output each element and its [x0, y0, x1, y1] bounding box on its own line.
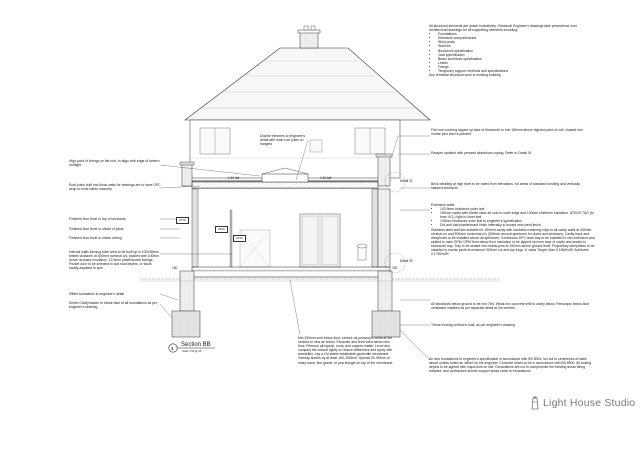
ffl-ceiling-note: Finished floor level to u/side ceiling: [69, 236, 122, 240]
extension-walls-list: [431, 207, 596, 227]
list-item: • Steelwork and padstones: [438, 36, 594, 40]
existing-house-roof: [185, 26, 430, 120]
structural-note: All structural elements are drawn indicatively. Structural Engineer's drawings take precedence over architectural drawings for all supporting elements including: • Foundations • Steelwork and padstones • Wind posts • Wall ties • Blockwork specification • Joist specification • Beam and block specification • Lintels • Fixings • Temporary support methods and specifications Any remedial structural work to existing building: [429, 24, 594, 77]
detail-02-label: Detail 02: [400, 179, 413, 183]
fall-right-dimension: 1:40 fall: [320, 176, 332, 180]
existing-house-walls: [190, 120, 400, 178]
structural-items-list: [429, 32, 594, 73]
level-2779-tag: 2779: [176, 217, 189, 224]
list-item: • 100mm blockwork inner leaf to engineer's specification: [440, 219, 596, 223]
section-title: Section BB: [181, 342, 211, 348]
ffl-left-dimension: 150: [172, 266, 178, 270]
level-2310-tag: 2310: [233, 235, 246, 242]
brick-detail-note: Brick detailing at high level to be noted from elevations, for areas of standard bonding and vertically stacked brickwork: [431, 182, 580, 191]
void-below-floor-note: Min 250mm void below floor, vented via periscopic vents at 3m centres to new air bricks. Excavate and level area below new floor. Remove all topsoil, roots, and organic matter. Level and compact the subsoil tightly to reduce settlement and spray with weedkiller. Lay a UV-stable breathable geotextile membrane. Overlap sheets by at least 150–300mm. Spread 25–50mm of sharp sand, fine gravel, or pea shingle on top of the membrane.: [298, 336, 394, 365]
extension-walls-note: Extension walls • 102.5mm brickwork outer leaf • 150mm cavity with 90mm clear air void to outer edge and 100mm Unitherm insulation. ATEOK T&G (to form VCL) light to inner leaf • 100mm blockwork inner leaf to engineer's specification • Dot and dab plasterboard finish internally to accept new paint finish Stainless steel wall ties suitable for 150mm cavity with insulation retaining clips to all cavity walls at 450mm vertical c/s and 900mm horizontal c/s (300mm around apertures for doors and windows). Cavity trays and weepholes to be installed above all apertures. Continuous DPC level tray to be installed to min extension and sealed to main DPM. DPM from below floor insulation to be lapped up inner face of cavity and sealed to blockwork tray. Tray to be sealed into mortar joint at 150mm above ground level. Proprietary weepholes to be installed in mortar joints at minimum 900mm c/s and lap trays. U value Target: Max 0.18W/m2K Achieved: 0.17W/m2K: [431, 203, 596, 256]
list-item: • Wind posts: [438, 40, 594, 44]
roof-joists-note: Roof joists built into block walls for bearings are to have DPC wrap to ends within masonry: [69, 183, 161, 192]
list-item: • Foundations: [438, 32, 594, 36]
offset-foundation-note: Offset foundation to engineer's detail: [69, 292, 125, 296]
firrings-note: High point of firrings on flat roof, to align with edge of lantern rooflight: [69, 159, 160, 168]
cavity-closer-note: 50mm Cavitymaster to inside face of all foundations as per engineer's drawing: [69, 301, 158, 310]
section-scale: Scale 1:50 @ A3: [182, 350, 202, 353]
list-item: • Dot and dab plasterboard finish internally to accept new paint finish: [440, 223, 596, 227]
detail-03-label: Detail 03: [400, 259, 413, 263]
ffl-joists-note: Finished floor level to u/side of joists: [69, 227, 124, 231]
list-item: • Temporary support methods and specifications: [438, 69, 594, 73]
brand-name: Light House Studio: [543, 397, 636, 409]
section-number: 1: [171, 345, 174, 351]
list-item: • 150mm cavity with 90mm clear air void to outer edge and 100mm Unitherm insulation. ATEOK T&G (to form VCL) light to inner leaf: [440, 211, 596, 219]
flat-roof-note: Flat roof covering lapped up face of blockwork to min 150mm above highest point of roof, chased into mortar joint and re-pointed: [431, 128, 583, 137]
fall-left-dimension: 1:40 fall: [228, 176, 240, 180]
ffl-blockwork-note: Finished floor level to top of brickwork: [69, 217, 126, 221]
list-item: • Lintels: [438, 61, 594, 65]
level-2520-tag: 2520: [215, 226, 228, 233]
blockwork-ground-note: All blockwork below ground to be min 7kN. Weak mix concrete infill to cavity below. Periscopic below-floor ventilation installed as per separate detail at 3m centres.: [431, 302, 590, 311]
trench-fill-note: Trench footing central to wall, as per engineer's drawing: [431, 323, 515, 327]
list-item: • Beam and block specification: [438, 57, 594, 61]
ffl-right-dimension: 150: [392, 266, 398, 270]
list-item: • Joist specification: [438, 53, 594, 57]
list-item: • Wall ties: [438, 44, 594, 48]
list-item: • 102.5mm brickwork outer leaf: [440, 207, 596, 211]
parapet-note: Parapet updated with pressed aluminium coping. Refer to Detail 01: [431, 151, 532, 155]
internal-walls-note: Internal walls forming toilet area to be built up in 100x38mm timber studwork at 400mm nominal c/s, packed with 100mm Isover acoustic insulation. 12.5mm plasterboard facings. Pocket door to be selected to suit stud depths, or studs locally adjusted in size: [69, 250, 160, 271]
lighthouse-logo-icon: [528, 396, 542, 410]
foundations-note: All new foundations to engineer's specification in accordance with BS 8004, set out to centrelines of walls above unless noted as 'offset' by the engineer. Concrete mixes to be in accordance with BS 8500. All footing depths to be agreed with inspectors on site. Excavations are not to compromise the existing areas being retained, and contractors should support areas close to excavations: [429, 357, 592, 374]
double-trimmers-note: Double trimmers to engineer's detail with main roof joists on hangers: [260, 134, 306, 147]
list-item: • Blockwork specification: [438, 49, 594, 53]
list-item: • Fixings: [438, 65, 594, 69]
